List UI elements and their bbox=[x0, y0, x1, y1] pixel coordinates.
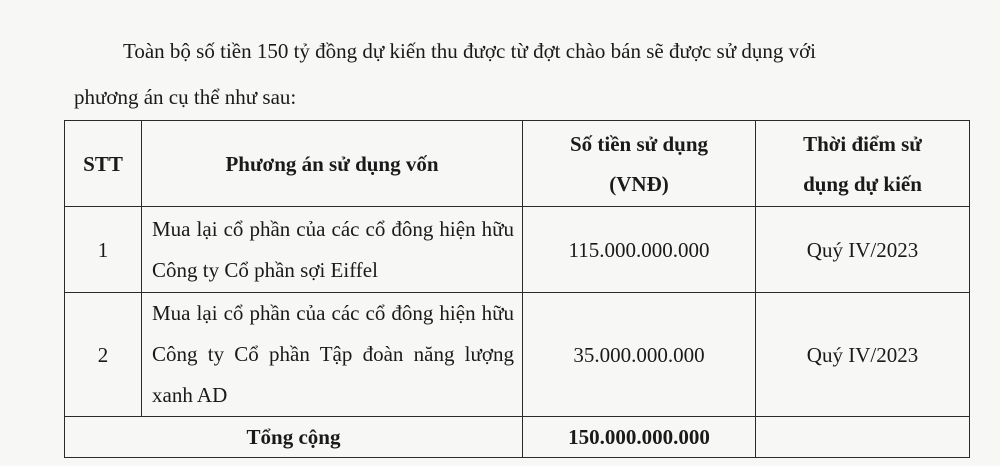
header-plan: Phương án sử dụng vốn bbox=[142, 121, 523, 207]
total-time-empty bbox=[756, 417, 970, 458]
row-plan: Mua lại cổ phần của các cổ đông hiện hữu Công ty Cổ phần Tập đoàn năng lượng xanh AD bbox=[142, 293, 523, 417]
table-row bbox=[65, 207, 970, 293]
total-label: Tổng cộng bbox=[65, 417, 523, 458]
intro-line-2: phương án cụ thể như sau: bbox=[74, 85, 297, 109]
row-time: Quý IV/2023 bbox=[756, 293, 970, 417]
header-amount: Số tiền sử dụng (VNĐ) bbox=[523, 121, 756, 207]
total-amount: 150.000.000.000 bbox=[523, 417, 756, 458]
intro-paragraph bbox=[74, 28, 974, 120]
row-stt: 1 bbox=[65, 207, 142, 293]
row-stt: 2 bbox=[65, 293, 142, 417]
header-stt: STT bbox=[65, 121, 142, 207]
row-amount: 115.000.000.000 bbox=[523, 207, 756, 293]
table-total-row bbox=[65, 417, 970, 458]
row-plan: Mua lại cổ phần của các cổ đông hiện hữu Công ty Cổ phần sợi Eiffel bbox=[142, 207, 523, 293]
table-header-row bbox=[65, 121, 970, 207]
header-time: Thời điểm sử dụng dự kiến bbox=[756, 121, 970, 207]
table-row bbox=[65, 293, 970, 417]
capital-usage-table bbox=[64, 120, 970, 458]
row-amount: 35.000.000.000 bbox=[523, 293, 756, 417]
row-time: Quý IV/2023 bbox=[756, 207, 970, 293]
intro-line-1: Toàn bộ số tiền 150 tỷ đồng dự kiến thu được từ đợt chào bán sẽ được sử dụng với bbox=[123, 39, 817, 63]
